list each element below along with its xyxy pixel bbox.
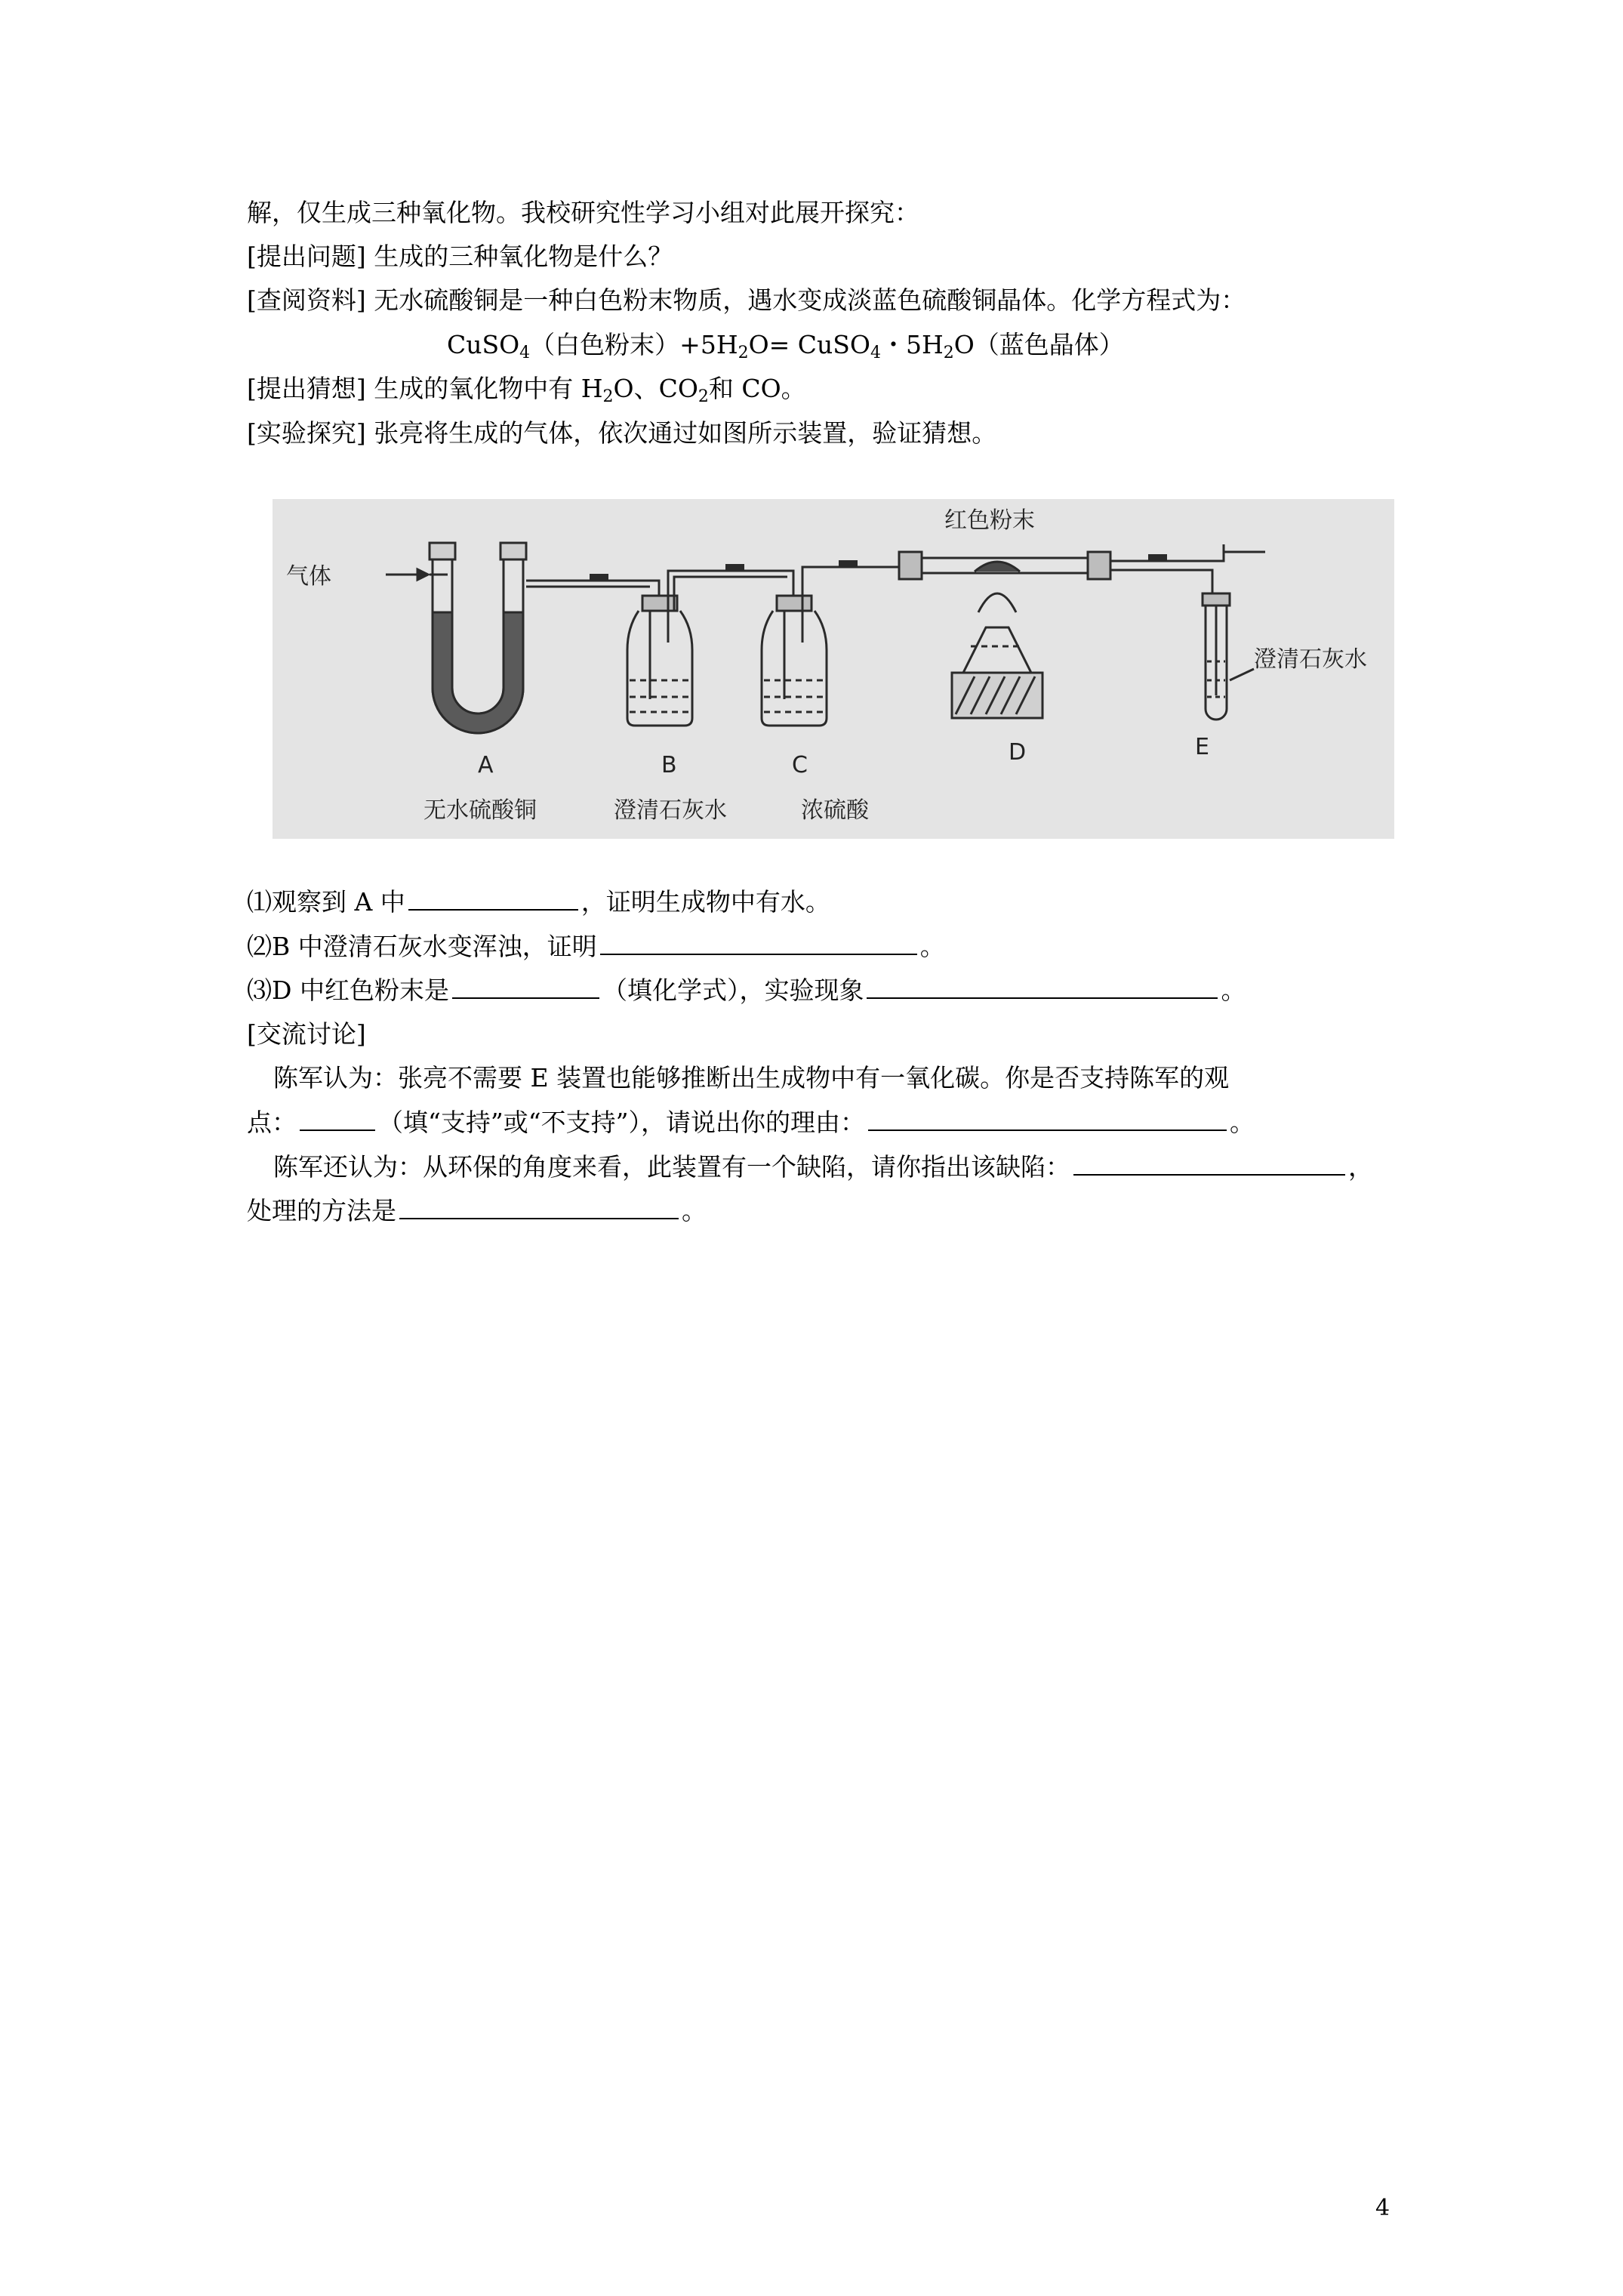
hypothesis-tag: [提出猜想] bbox=[247, 374, 366, 403]
label-c: C bbox=[792, 752, 808, 778]
reference-tag: [查阅资料] bbox=[247, 285, 366, 315]
blank-reason[interactable] bbox=[868, 1107, 1227, 1131]
question-1: ⑴观察到 A 中 ，证明生成物中有水。 bbox=[247, 887, 830, 917]
blank-defect[interactable] bbox=[1073, 1151, 1345, 1176]
caption-a: 无水硫酸铜 bbox=[423, 797, 537, 824]
page-number: 4 bbox=[1375, 2195, 1390, 2221]
experiment-text: 张亮将生成的气体，依次通过如图所示装置，验证猜想。 bbox=[374, 418, 997, 448]
hypothesis-line: [提出猜想] 生成的氧化物中有 $H_2O$、$CO_2$和 CO。 bbox=[247, 374, 806, 406]
discussion-2: 点： （填“支持”或“不支持”），请说出你的理由： 。 bbox=[247, 1108, 1255, 1137]
experiment-tag: [实验探究] bbox=[247, 418, 366, 448]
lime-water-e-label: 澄清石灰水 bbox=[1254, 646, 1367, 673]
reference-line bbox=[247, 285, 1246, 316]
label-a: A bbox=[478, 752, 494, 778]
caption-b: 澄清石灰水 bbox=[614, 797, 727, 824]
chemical-equation: CuSO$_4$（白色粉末）$+5H_2O=$ CuSO$_4$・$5H_2O$（蓝色晶体） bbox=[447, 330, 1124, 362]
discussion-tag: [交流讨论] bbox=[247, 1019, 366, 1049]
question-3: ⑶D 中红色粉末是 （填化学式），实验现象 。 bbox=[247, 975, 1246, 1005]
blank-1[interactable] bbox=[408, 886, 578, 911]
blank-method[interactable] bbox=[399, 1195, 679, 1219]
experiment-line bbox=[247, 418, 996, 448]
reference-text: 无水硫酸铜是一种白色粉末物质，遇水变成淡蓝色硫酸铜晶体。化学方程式为： bbox=[374, 285, 1246, 315]
question-tag: [提出问题] bbox=[247, 242, 366, 271]
blank-support[interactable] bbox=[300, 1107, 375, 1131]
red-powder-label: 红色粉末 bbox=[944, 507, 1035, 534]
caption-c: 浓硫酸 bbox=[801, 797, 869, 824]
label-e: E bbox=[1195, 734, 1209, 760]
intro-line: 解，仅生成三种氧化物。我校研究性学习小组对此展开探究： bbox=[247, 198, 919, 227]
apparatus-figure bbox=[273, 499, 1394, 839]
label-d: D bbox=[1009, 739, 1027, 766]
discussion-3: 陈军还认为：从环保的角度来看，此装置有一个缺陷，请你指出该缺陷： ， bbox=[273, 1152, 1373, 1182]
discussion-4: 处理的方法是 。 bbox=[247, 1196, 707, 1225]
blank-3b[interactable] bbox=[867, 975, 1218, 999]
discussion-1: 陈军认为：张亮不需要 E 装置也能够推断出生成物中有一氧化碳。你是否支持陈军的观 bbox=[273, 1063, 1230, 1093]
blank-2[interactable] bbox=[600, 931, 917, 955]
blank-3a[interactable] bbox=[452, 975, 599, 999]
question-2: ⑵B 中澄清石灰水变浑浊，证明 。 bbox=[247, 932, 945, 961]
label-b: B bbox=[661, 752, 677, 778]
gas-label: 气体 bbox=[286, 563, 331, 590]
question-text: 生成的三种氧化物是什么？ bbox=[374, 242, 673, 271]
question-line bbox=[247, 242, 673, 272]
